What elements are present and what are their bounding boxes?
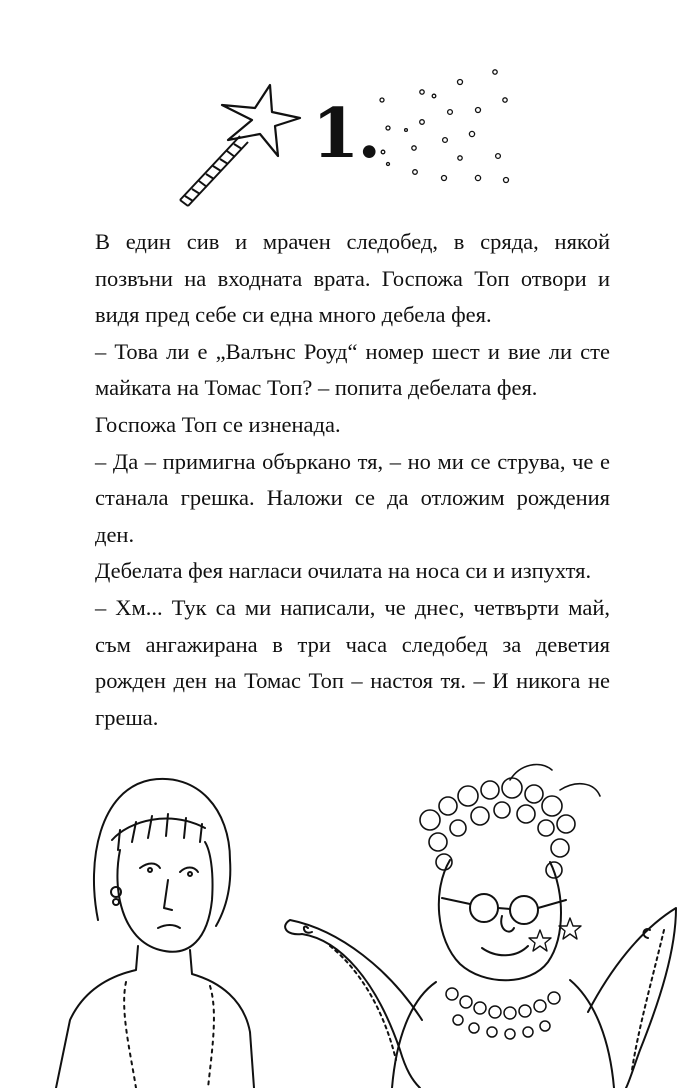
chapter-number: 1.	[312, 94, 379, 174]
star-icon	[222, 85, 300, 156]
curly-hair	[420, 765, 600, 878]
characters-illustration	[40, 750, 680, 1088]
pearl-necklace	[446, 988, 560, 1039]
wand-stick	[180, 136, 248, 206]
chapter-text	[95, 224, 610, 736]
paragraph: – Да – примигна объркано тя, – но ми се струва, че е станала грешка. Наложи се да отложим рождения ден.	[95, 448, 610, 547]
woman-figure	[56, 779, 254, 1088]
fairy-figure	[285, 765, 676, 1088]
sparkle-trail	[380, 70, 509, 183]
paragraph: Дебелата фея нагласи очилата на носа си и изпухтя.	[95, 558, 592, 584]
paragraph: В един сив и мрачен следобед, в сряда, някой позвъни на входната врата. Госпожа Топ отвори и видя пред себе си една много дебела фея.	[95, 229, 610, 328]
paragraph: – Това ли е „Валънс Роуд“ номер шест и вие ли сте майката на Томас Топ? – попита дебелата фея.	[95, 338, 610, 401]
paragraph: Госпожа Топ се изненада.	[95, 411, 341, 437]
paragraph: – Хм... Тук са ми написали, че днес, четвърти май, съм ангажирана в три часа следобед за деветия рожден ден на Томас Топ – настоя тя. – И никога не греша.	[95, 594, 610, 730]
